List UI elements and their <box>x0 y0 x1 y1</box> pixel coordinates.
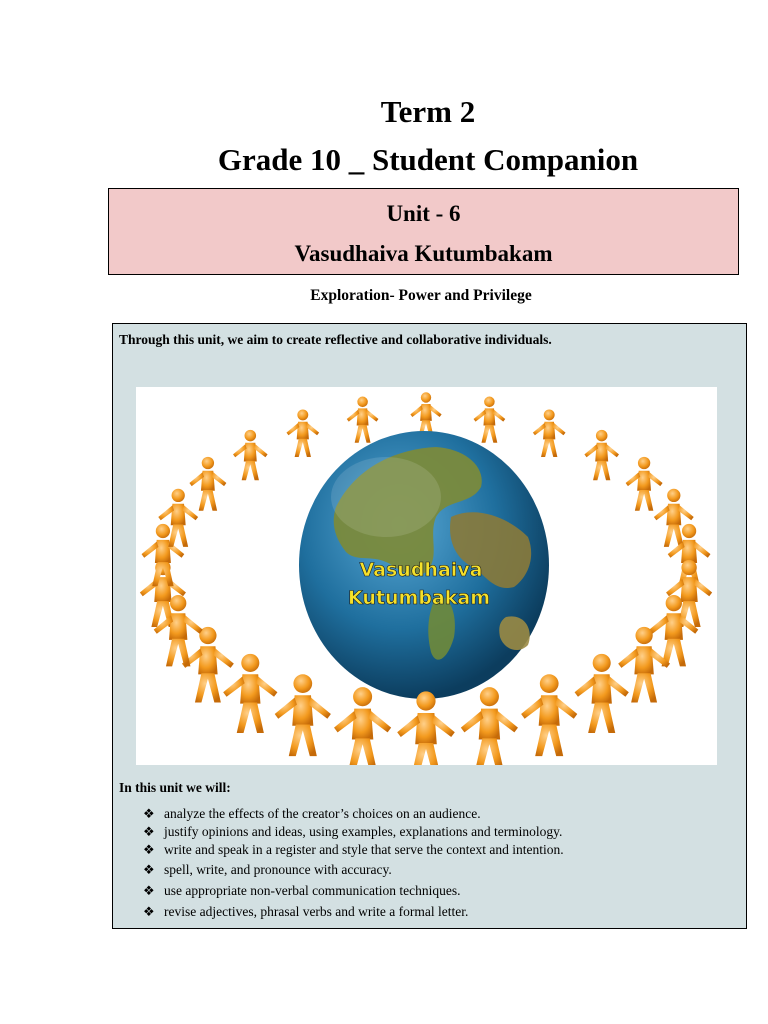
unit-overview-box <box>112 323 747 929</box>
unit-name: Vasudhaiva Kutumbakam <box>294 241 553 266</box>
objective-text: use appropriate non-verbal communication techniques. <box>164 883 461 898</box>
person-figure <box>584 430 619 480</box>
unit-banner <box>108 188 739 275</box>
term-title: Term 2 <box>380 94 476 129</box>
diamond-bullet-icon: ❖ <box>143 862 155 877</box>
person-figure <box>286 409 319 457</box>
objective-text: revise adjectives, phrasal verbs and write a formal letter. <box>164 904 469 919</box>
person-figure <box>334 687 391 765</box>
person-figure <box>474 397 506 443</box>
person-figure <box>158 489 198 547</box>
objective-item <box>143 861 564 879</box>
objective-text: justify opinions and ideas, using examples, explanations and terminology. <box>164 824 563 839</box>
objective-text: analyze the effects of the creator’s choices on an audience. <box>164 806 481 821</box>
exploration-subtitle: Exploration- Power and Privilege <box>310 287 532 304</box>
person-figure <box>626 457 663 511</box>
person-figure <box>275 674 331 756</box>
objective-item <box>143 823 564 841</box>
person-figure <box>668 524 711 586</box>
diamond-bullet-icon: ❖ <box>143 806 155 821</box>
diamond-bullet-icon: ❖ <box>143 904 155 919</box>
diamond-bullet-icon: ❖ <box>143 883 155 898</box>
unity-globe-illustration <box>136 387 717 765</box>
person-figure <box>233 430 268 480</box>
course-title: Grade 10 _ Student Companion <box>217 142 639 177</box>
globe-people-graphic <box>136 387 717 765</box>
person-figure <box>461 687 518 765</box>
globe-label-line1: Vasudhaiva <box>359 559 483 581</box>
person-figure <box>533 409 566 457</box>
person-figure <box>654 489 694 547</box>
person-figure <box>410 392 441 438</box>
person-figure <box>397 691 455 765</box>
objectives-heading: In this unit we will: <box>119 780 231 795</box>
objective-item <box>143 841 564 859</box>
objective-item <box>143 805 564 823</box>
objective-text: write and speak in a register and style that serve the context and intention. <box>164 842 564 857</box>
person-figure <box>142 524 185 586</box>
person-figure <box>347 397 379 443</box>
globe-label-line2: Kutumbakam <box>348 587 490 609</box>
objective-text: spell, write, and pronounce with accuracy. <box>164 862 392 877</box>
unit-aim-statement: Through this unit, we aim to create reflective and collaborative individuals. <box>119 332 552 347</box>
diamond-bullet-icon: ❖ <box>143 824 155 839</box>
objective-item <box>143 903 564 921</box>
unit-number: Unit - 6 <box>386 201 461 226</box>
globe <box>299 431 549 699</box>
person-figure <box>521 674 577 756</box>
objective-item <box>143 882 564 900</box>
objectives-list <box>143 805 564 921</box>
diamond-bullet-icon: ❖ <box>143 842 155 857</box>
person-figure <box>189 457 226 511</box>
